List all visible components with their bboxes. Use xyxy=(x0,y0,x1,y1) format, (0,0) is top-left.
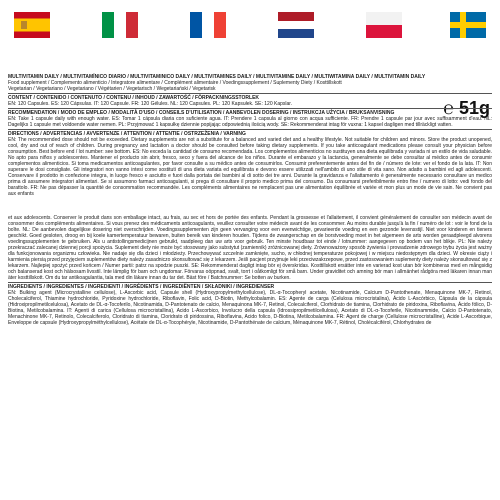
recommendation-heading: RECOMMENDATION / MODO DE EMPLEO / MODALITÀ D'USO / CONSEILS D'UTILISATION / AANBEVOLEN DOSERING / INSTRUKCJA UŻYCIA / BRUKSANVISNING xyxy=(8,110,395,116)
content-text: EN: 120 Capsules. ES: 120 Cápsulas. IT: 120 Capsule. FR: 120 Gélules. NL: 120 Capsules. PL: 120 Kapsułek. SE: 120 Kapslar. xyxy=(8,101,293,107)
ingredients-heading: INGREDIENTS / INGREDIENTES / INGREDIENTI / INGRÉDIENTS / INGREDIËNTEN / SKŁADNIKI / INGREDIENSER xyxy=(8,284,275,290)
diet-line: Vegetarian / Vegetariano / Vegetariano / Végétarien / Vegetarisch / Wegetariański / Vegetarisk xyxy=(8,86,216,92)
directions-text-continued: et aux adolescents. Conserver le produit dans son emballage intact, au frais, au sec et hors de portée des enfants. Pendant la grossesse et l'allaitement, il convient généralement de consulter son médecin avant de consommer des compléments alimentaires. Si vous prenez des médicaments anticoagulants, veuillez consulter votre médecin avant de les consommer. Au moins durable jusqu'à la fin / numéro de lot : voir le fond de la boîte. NL: De aanbevolen dagelijkse dosering niet overschrijden. Voedingssupplementen zijn geen vervanging voor een evenwichtige, gevarieerde voeding en een gezonde levensstijl. Niet voor kinderen en tieners geschikt. Goed gesloten, droog en bij koele kamertemperatuur bewaren, buiten bereik van kinderen houden. Tijdens de zwangerschap en de borstvoeding moet in het algemeen de arts worden geraadpleegd alvorens voedingssupplementen te gebruiken. Als u antistollingsmedicijnen gebruikt, raadpleeg dan uw arts voor gebruik. Ten minste houdbaar tot einde / lotnummer: aangegeven op bodem van het blikje. PL: Nie należy przekraczać zalecanej dziennej porcji spożycia. Suplement diety nie może być stosowany jako substytut (zamiennik) zróżnicowanej diety. Zrównoważony sposób żywienia i prowadzenie zdrowego trybu życia jest ważny dla funkcjonowania organizmu człowieka. Nie nadaje się dla dzieci i młodzieży. Przechowywać szczelnie zamknięte, sucho, w chłodnej temperaturze pokojowej i w miejscu niedostępnym dla dzieci. W okresie ciąży i karmienia piersią przed przyjęciem suplementów diety należy zasadniczo skonsultować się z lekarzem. Jeśli pacjent przyjmuje leki przeciwzakrzepowe, przed zastosowaniem suplementy diety należy skonsultować się z lekarzem. Najlepiej spożyć przed końcem / Numer partii: patrz na spodzie puszki. SE: Rekommenderat dagligt intag bör ej överskridas. Kosttillskott ersätter inte en varierad kost utan bör kombineras med en mångsidig och balanserad kost och hälsosam livsstil. Inte lämplig för barn och ungdomar. Förvaras oöppnad, svalt, torrt i oåtkomligt för små barn. Under graviditet och amning bör man i allmänhet rådgöra med läkaren innan man äter kosttillskott. Om du tar antikoagulantia, tala med din läkare innan du tar det. Bäst före / Batchnummer: Se botten av burken. xyxy=(8,215,492,281)
italy-flag-icon xyxy=(102,12,138,38)
divider xyxy=(8,282,492,283)
product-title: MULTIVITAMIN DAILY / MULTIVITAMÍNICO DIARIO / MULTIVITAMINICO DAILY / MULTIVITAMINES DAILY / MULTIVITAMINE DAILY / MULTIWITAMINA DAILY / MULTIVITAMIN DAILY xyxy=(8,74,426,80)
label-text xyxy=(8,74,492,326)
spain-flag-icon xyxy=(14,12,50,38)
product-subtitle: Food supplement / Complemento alimenticio / Integratore alimentare / Complément alimentaire / Voedingssupplement / Suplementy Diety / Kosttillskott xyxy=(8,80,342,86)
estimated-sign-icon: ℮ xyxy=(443,98,454,118)
divider xyxy=(8,93,492,94)
france-flag-icon xyxy=(190,12,226,38)
sweden-flag-icon xyxy=(450,12,486,38)
directions-text: EN: The recommended dose should not be exceeded. Dietary supplements are not a substitute for a balanced and varied diet and a healthy lifestyle. Not suitable for children and minors. Store the product unopened, cool, dry and out of reach of children. During pregnancy and lactation a doctor should be consulted before taking dietary supplements. If you take anticoagulant medications please consult your physician before consumption. Best before end / lot number: see bottom. ES: No exceda la cantidad de consumo recomendada. Los complementos alimenticios no sustituyen una dieta equilibrada y variada ni un estilo de vida saludable. No apto para niños y adolescentes. Mantener el producto sin abrir, fresco, seco y fuera del alcance de los niños. Durante el embarazo y la lactancia, generalmente se debe consultar al médico antes de consumir complementos alimenticios. Si toma medicamentos anticoagulantes, por favor consulte a su médico antes de consumirlos. Consumir preferentemente antes del fin de / número de lote: ver el fondo de la lata. IT: Non superare le dosi consigliate. Gli integratori non vanno intesi come sostituti di una dieta variata ed equilibrata e devono essere utilizzati nell'ambito di uno stile di vita sano. Non adatto a bambini ed agli adolescenti. Conservare il prodotto in confezione integra, in luogo fresco e asciutto e fuori dalla portata dei bambini al di sotto dei tre anni. Durante la gravidanza e l'allattamento è generalmente necessario consultare un medico prima di assumere integratori alimentari. Se si assumono farmaci anticoagulanti, si prega di consultare il proprio medico prima del consumo. Da consumarsi preferibilmente entro fine / numero di lotto: vedi fondo del barattolo. FR: Ne pas dépasser la quantité de consommation recommandée. Les compléments alimentaires ne remplacent pas une alimentation équilibrée et variée et mon plus un mode de vie sain. Ne convient pas aux enfants xyxy=(8,137,492,197)
flag-row xyxy=(14,12,486,42)
net-weight-value: 51g xyxy=(458,98,490,118)
recommendation-text: EN: Take 1 capsule daily with enough water. ES: Tomar 1 cápsula diaria con suficiente agua. IT: Prendere 1 capsula al giorno con acqua sufficiente. FR: Prendre 1 capsule par jour avec suffisamment d'eau. NL: Dagelijks 1 capsule met voldoende water nemen. PL: Przyjmować 1 kapsułkę dziennie popijając odpowiednią ilością wody. SE: Rekommenderat intag för vuxna: 1 kapsel dagligen med tillräckligt vatten. xyxy=(8,116,492,128)
content-heading: CONTENT / CONTENIDO / CONTENUTO / CONTENU / INHOUD / ZAWARTOŚĆ / FÖRPACKNINGSSTORLEK xyxy=(8,95,260,101)
directions-heading: DIRECTIONS / ADVERTENCIAS / AVVERTENZE / ATTENTION / ATTENTIE / OSTRZEŻENIA / VARNING xyxy=(8,131,246,137)
ingredients-text: EN: Bulking agent (Microcrystalline cellulose), L-Ascorbic acid, Capsule shell (Hydroxypropylmethylcellulose), DL-α-Tocopheryl acetate, Nicotinamide, Calcium D-Pantothenate, Menaquinone MK-7, Retinol, Cholecalciferol, Thiamine hydrochloride, Pyridoxine hydrochloride, Riboflavin, Folic acid, D-Biotin, Methylcobalamin. ES: Agente de carga (Celulosa microcristalina), Ácido L-Ascórbico, Cápsula de la cápsula (Hidroxipropilmetilcelulosa), Acetato de DL-α-Tocoferilo, Nicotinamida, D-Pantotenato de calcio, Menaquinona MK-7, Retinol, Colecalciferol, Clorhidrato de tiamina, Clorhidrato de piridoxina, Riboflavina, Ácido fólico, D-Biotina, Metilcobalamina. IT: Agenti di carica (Cellulosa microcristallina), Acido L-Ascorbico, Involucro della capsula (Idrossipropilmetilcellulosa), Acetato di DL-α-Tocoferile, Nicotinammide, Calcio D-Pantotenato, Menachinone MK-7, Retinolo, Colecalciferolo, Cloridrato di tiamina, Cloridrato di piridossina, Riboflavina, Acido folico, D-Biotina, Metilcobalamina. FR: Agent de charge (Cellulose microcristalline), Acide L-Ascorbique, Enveloppe de capsule (Hydroxypropylméthylcellulose), Acétate de DL-α-Tocophéryle, Nicotinamide, D-Pantothénate de calcium, Ménaquinone MK-7, Rétinol, Cholécalciférol, Chlorhydrates de xyxy=(8,290,492,326)
divider xyxy=(8,108,492,109)
poland-flag-icon xyxy=(366,12,402,38)
netherlands-flag-icon xyxy=(278,12,314,38)
divider xyxy=(8,129,492,130)
